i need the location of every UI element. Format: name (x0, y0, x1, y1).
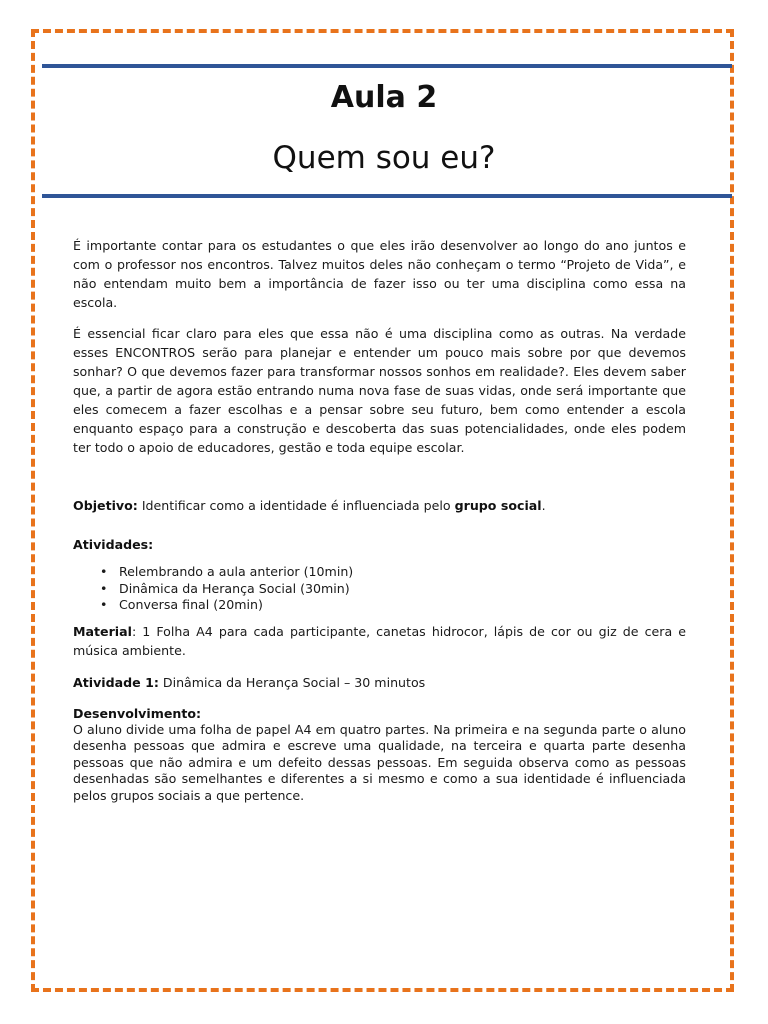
objetivo-emphasis: grupo social (454, 498, 542, 513)
atividade1-text: Dinâmica da Herança Social – 30 minutos (158, 674, 426, 690)
atividades-list (73, 564, 686, 614)
objetivo-line (73, 496, 686, 515)
atividades-label: Atividades: (73, 537, 154, 552)
lesson-subtitle: Quem sou eu? (272, 140, 496, 176)
objetivo-end: . (541, 498, 546, 513)
objetivo-text: Identificar como a identidade é influenciada pelo (137, 498, 455, 513)
bullet-icon: • (100, 564, 108, 579)
bullet-icon: • (100, 597, 108, 612)
material-paragraph (73, 622, 686, 660)
list-item-text: Conversa final (20min) (119, 597, 263, 612)
intro-paragraph-1: É importante contar para os estudantes o que eles irão desenvolver ao longo do ano juntos e com o professor nos encontros. Talvez muitos deles não conheçam o termo “Projeto de Vida”, e não entendam muito bem a importância de fazer isso ou ter uma disciplina como essa na escola. (73, 238, 686, 310)
desenvolvimento-paragraph: O aluno divide uma folha de papel A4 em quatro partes. Na primeira e na segunda parte o aluno desenha pessoas que admira e escreve uma qualidade, na terceira e quarta parte desenha pessoas que não admira e um defeito dessas pessoas. Em seguida observa como as pessoas desenhadas são semelhantes e diferentes a si mesmo e como a sua identidade é influenciada pelos grupos sociais a que pertence. (73, 721, 686, 803)
atividade1-line (73, 673, 686, 692)
material-label: Material (73, 623, 132, 639)
desenvolvimento-heading (73, 706, 686, 722)
list-item-text: Dinâmica da Herança Social (30min) (119, 580, 350, 596)
bullet-icon: • (100, 580, 108, 596)
header-bottom-rule (42, 194, 732, 198)
list-item (100, 581, 686, 598)
desenvolvimento-label: Desenvolvimento: (73, 705, 202, 721)
atividades-heading (73, 535, 686, 554)
list-item (100, 597, 686, 614)
material-text: : 1 Folha A4 para cada participante, canetas hidrocor, lápis de cor ou giz de cera e música ambiente. (73, 623, 686, 658)
header-top-rule (42, 64, 732, 68)
atividade1-label: Atividade 1: (73, 674, 159, 690)
list-item-text: Relembrando a aula anterior (10min) (119, 564, 354, 579)
list-item (100, 564, 686, 581)
intro-paragraph-2: É essencial ficar claro para eles que essa não é uma disciplina como as outras. Na verdade esses ENCONTROS serão para planejar e entender um pouco mais sobre por que devemos sonhar? O que devemos fazer para transformar nossos sonhos em realidade?. Eles devem saber que, a partir de agora estão entrando numa nova fase de suas vidas, onde será importante que eles comecem a fazer escolhas e a pensar sobre seu futuro, bem como entender a escola enquanto espaço para a construção e descoberta das suas potencialidades, onde eles podem ter todo o apoio de educadores, gestão e toda equipe escolar. (73, 326, 686, 455)
objetivo-label: Objetivo: (73, 498, 138, 513)
lesson-title: Aula 2 (330, 80, 438, 115)
lesson-content (73, 236, 686, 804)
